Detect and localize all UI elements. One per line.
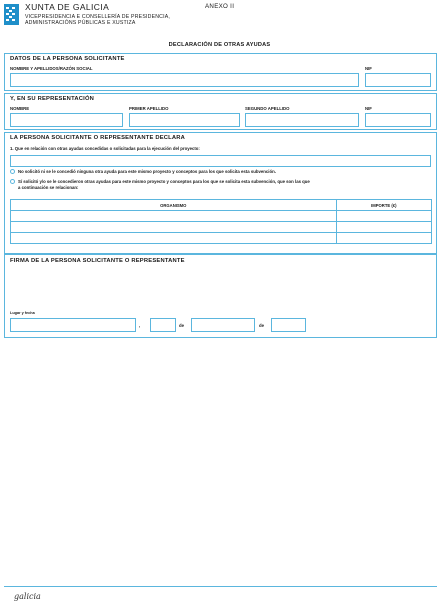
rep-surname2-label: SEGUNDO APELLIDO	[245, 106, 290, 111]
amount-cell[interactable]	[336, 211, 431, 222]
rep-surname1-label: PRIMER APELLIDO	[129, 106, 169, 111]
applicant-nif-field[interactable]	[365, 73, 431, 87]
de-separator-1: de	[179, 323, 185, 328]
department-line-1: VICEPRESIDENCIA E CONSELLERÍA DE PRESIDENCIA,	[25, 14, 171, 20]
year-field[interactable]	[271, 318, 306, 332]
organism-cell[interactable]	[11, 233, 337, 244]
footer-divider	[4, 586, 437, 587]
applicant-section-title: DATOS DE LA PERSONA SOLICITANTE	[10, 56, 125, 62]
table-header-row	[11, 200, 432, 211]
declaration-section	[4, 132, 437, 254]
table-row	[11, 233, 432, 244]
day-field[interactable]	[150, 318, 176, 332]
de-separator-2: de	[259, 323, 265, 328]
table-row	[11, 211, 432, 222]
option-yes-label-line-1: Sí solicitó y/o se le concedieron otras ayudas para este mismo proyecto y conceptos para los que se solicita esta subvención, que son las que	[18, 179, 310, 184]
amount-column-header: IMPORTE (€)	[336, 200, 431, 211]
galicia-footer-logo: galicia	[14, 592, 41, 601]
brand-name: XUNTA DE GALICIA	[25, 2, 110, 12]
representative-section-title: Y, EN SU REPRESENTACIÓN	[10, 96, 95, 102]
option-no-label: No solicitó ni se le concedió ninguna otra ayuda para este mismo proyecto y conceptos para los que solicita esta subvención.	[18, 169, 276, 174]
rep-nif-label: NIF	[365, 106, 372, 111]
rep-first-name-field[interactable]	[10, 113, 123, 127]
xunta-logo-icon	[4, 4, 19, 25]
month-field[interactable]	[191, 318, 255, 332]
applicant-nif-label: NIF	[365, 66, 372, 71]
organism-cell[interactable]	[11, 211, 337, 222]
representative-section	[4, 93, 437, 130]
department-line-2: ADMINISTRACIÓNS PÚBLICAS E XUSTIZA	[25, 20, 136, 26]
declaration-item-1: 1. Que en relación con otras ayudas concedidas o solicitadas para la ejecución del proyecto:	[10, 146, 200, 151]
applicant-section	[4, 53, 437, 91]
option-yes-radio[interactable]	[10, 179, 15, 184]
signature-section-title: FIRMA DE LA PERSONA SOLICITANTE O REPRESENTANTE	[10, 258, 185, 264]
declaration-item-1-field[interactable]	[10, 155, 431, 167]
other-aids-table	[10, 199, 432, 244]
applicant-name-field[interactable]	[10, 73, 359, 87]
rep-surname1-field[interactable]	[129, 113, 240, 127]
signature-section	[4, 254, 437, 338]
rep-surname2-field[interactable]	[245, 113, 359, 127]
amount-cell[interactable]	[336, 233, 431, 244]
table-row	[11, 222, 432, 233]
organism-cell[interactable]	[11, 222, 337, 233]
annex-label: ANEXO II	[205, 3, 235, 10]
organism-column-header: ORGANISMO	[11, 200, 337, 211]
applicant-name-label: NOMBRE Y APELLIDOS/RAZÓN SOCIAL	[10, 66, 93, 71]
rep-first-name-label: NOMBRE	[10, 106, 30, 111]
option-no-radio[interactable]	[10, 169, 15, 174]
amount-cell[interactable]	[336, 222, 431, 233]
place-date-label: Lugar y fecha	[10, 311, 35, 315]
option-yes-label-line-2: a continuación se relacionan:	[18, 185, 79, 190]
document-title: DECLARACIÓN DE OTRAS AYUDAS	[168, 42, 271, 48]
place-field[interactable]	[10, 318, 136, 332]
declaration-section-title: LA PERSONA SOLICITANTE O REPRESENTANTE DECLARA	[10, 135, 186, 141]
comma-separator: ,	[139, 323, 141, 328]
rep-nif-field[interactable]	[365, 113, 431, 127]
